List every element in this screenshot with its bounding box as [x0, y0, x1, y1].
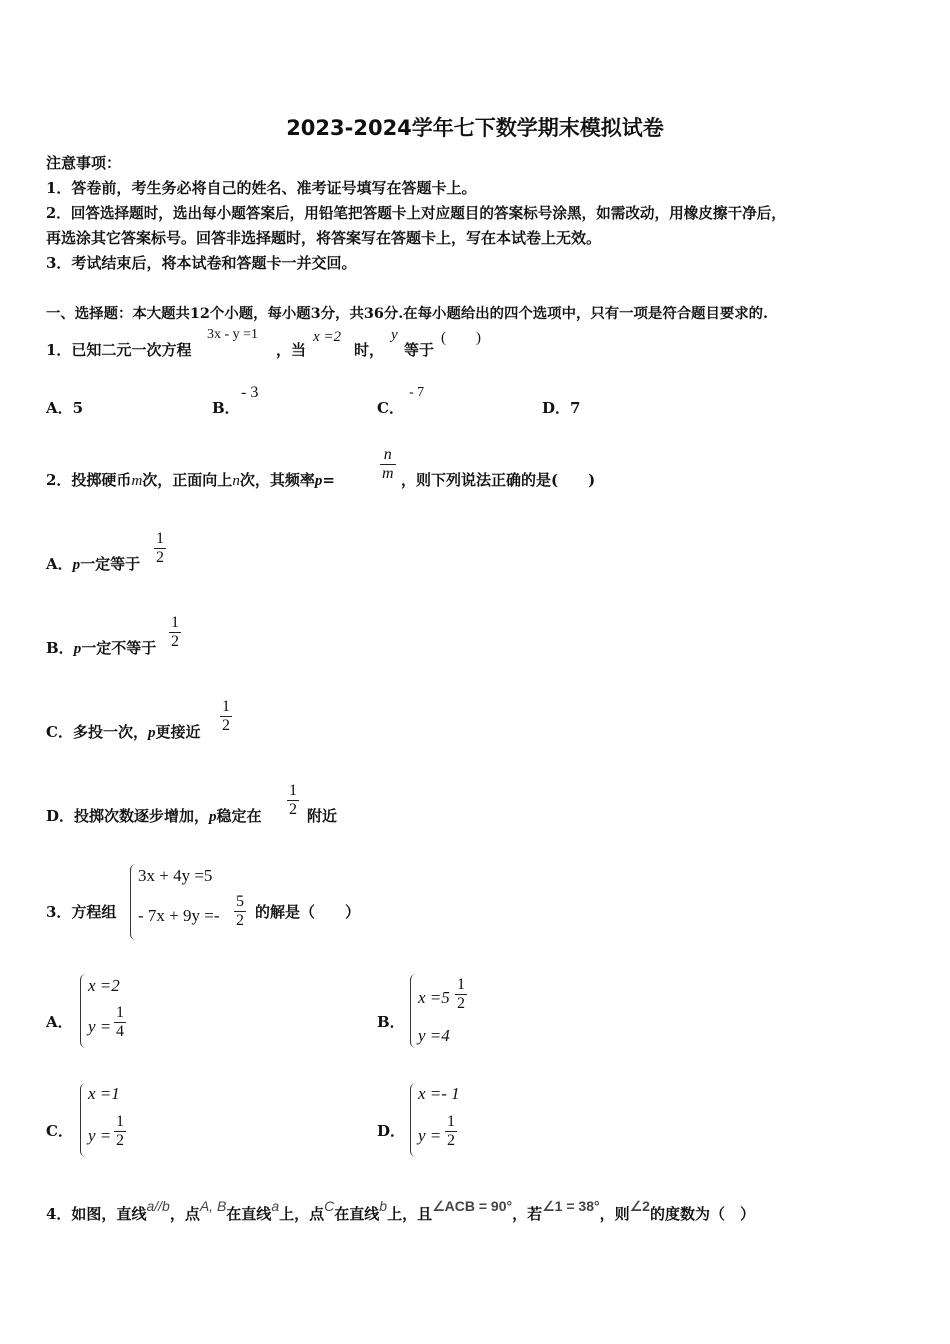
- question-3-text-2: 的解是（ ）: [255, 903, 361, 921]
- question-4-line-b: b: [379, 1198, 388, 1214]
- question-2-text-4: ，则下列说法正确的是( ): [401, 471, 596, 489]
- question-2-n: n: [232, 473, 240, 489]
- question-2-option-d-fraction: [287, 782, 299, 819]
- question-2-equals: =: [322, 471, 335, 489]
- question-1-equation: 3x - y =1: [207, 327, 259, 342]
- question-4-text-5: 在直线: [334, 1205, 380, 1223]
- question-4-text-4: 上，点: [279, 1205, 325, 1223]
- question-2-option-d[interactable]: [46, 805, 262, 826]
- question-1-option-c-value: - 7: [409, 385, 425, 400]
- half-num: 1: [222, 698, 230, 715]
- question-2-option-a-text: 一定等于: [80, 555, 141, 573]
- question-1-condition: x =2: [313, 329, 342, 345]
- question-4-text-8: ，则: [599, 1205, 630, 1223]
- half-num: 1: [171, 614, 179, 631]
- question-3-option-b-den: 2: [457, 995, 465, 1012]
- question-3-option-d[interactable]: D．: [377, 1122, 406, 1140]
- question-3-option-b-x: x =5: [418, 988, 450, 1007]
- notice-item-2a: 2．回答选择题时，选出每小题答案后，用铅笔把答题卡上对应题目的答案标号涂黑，如需改动，用橡皮擦干净后，: [46, 205, 786, 222]
- question-3-option-a[interactable]: A．: [46, 1013, 73, 1031]
- notice-heading: 注意事项：: [46, 154, 122, 172]
- question-1-text-2: ，当: [276, 341, 307, 359]
- question-2-option-c-label: C．多投一次，: [46, 723, 148, 741]
- question-2-m: m: [131, 473, 143, 489]
- question-1-option-d[interactable]: D．7: [542, 399, 581, 417]
- question-2-option-c-fraction: [220, 698, 232, 735]
- question-4-angle-acb: ∠ACB = 90°: [432, 1198, 513, 1214]
- question-3-eq2-num: 5: [236, 893, 244, 910]
- page-title: 2023-2024学年七下数学期末模拟试卷: [286, 116, 664, 140]
- question-1-option-c[interactable]: C．: [377, 399, 404, 417]
- question-2-p: p: [314, 473, 323, 489]
- question-3-option-d-brace: [410, 1083, 416, 1157]
- half-den: 2: [289, 801, 297, 818]
- question-3-eq2-fraction: [234, 893, 246, 930]
- question-2-option-d-tail: 附近: [307, 807, 338, 825]
- question-2-option-b-text: 一定不等于: [81, 639, 157, 657]
- question-3-option-c-y-fraction: [114, 1113, 126, 1150]
- question-3-option-c-y: y =: [88, 1126, 112, 1145]
- question-1-text: 1．已知二元一次方程: [46, 341, 192, 359]
- question-3-option-b-x-fraction: [455, 976, 467, 1013]
- question-2-text: [46, 469, 335, 490]
- question-2-text-2: 次，正面向上: [142, 471, 233, 489]
- question-4-text-2: ，点: [169, 1205, 200, 1223]
- question-3-eq2-den: 2: [236, 912, 244, 929]
- question-1-option-b-value: - 3: [241, 384, 259, 401]
- question-3-option-a-y: y =: [88, 1017, 112, 1036]
- question-2-option-d-label: D．投掷次数逐步增加，: [46, 807, 210, 825]
- question-2-option-a-label: A．: [46, 555, 73, 573]
- half-den: 2: [222, 717, 230, 734]
- question-1-option-b[interactable]: B．: [212, 399, 240, 417]
- question-4-angle-1: ∠1 = 38°: [542, 1198, 600, 1214]
- question-2-option-b-p: p: [73, 641, 82, 657]
- question-3-eq2: - 7x + 9y =-: [138, 906, 220, 925]
- question-1-text-4: 等于: [404, 341, 435, 359]
- question-2-option-b[interactable]: [46, 637, 156, 658]
- notice-item-3: 3．考试结束后，将本试卷和答题卡一并交回。: [46, 254, 357, 272]
- question-3-option-b-y: y =4: [418, 1026, 450, 1045]
- question-3-option-b-brace: [410, 974, 416, 1048]
- question-2-text-1: 2．投掷硬币: [46, 471, 132, 489]
- question-3-option-a-den: 4: [116, 1023, 124, 1040]
- question-3-option-b[interactable]: B．: [377, 1013, 405, 1031]
- question-3-system-brace: [130, 864, 136, 940]
- question-2-option-a[interactable]: [46, 553, 140, 574]
- question-2-fraction-den: m: [382, 465, 394, 482]
- question-4-text: [46, 1198, 755, 1224]
- question-2-fraction: [380, 446, 396, 483]
- question-4-text-3: 在直线: [226, 1205, 272, 1223]
- question-2-option-c-p: p: [147, 725, 156, 741]
- question-2-fraction-num: n: [380, 446, 396, 465]
- question-3-option-b-num: 1: [457, 976, 465, 993]
- question-4-angle-2: ∠2: [629, 1198, 650, 1214]
- notice-item-2b: 再选涂其它答案标号。回答非选择题时，将答案写在答题卡上，写在本试卷上无效。: [46, 229, 602, 247]
- question-3-eq1: 3x + 4y =5: [138, 866, 213, 885]
- half-num: 1: [289, 782, 297, 799]
- question-3-option-c-x: x =1: [88, 1084, 120, 1103]
- question-1-option-a[interactable]: A．5: [46, 399, 84, 417]
- question-3-option-c[interactable]: C．: [46, 1122, 73, 1140]
- question-2-option-d-text: 稳定在: [216, 807, 262, 825]
- question-2-option-c[interactable]: [46, 721, 200, 742]
- question-3-text: 3．方程组: [46, 903, 117, 921]
- question-2-option-b-label: B．: [46, 639, 74, 657]
- question-4-text-9: 的度数为（ ）: [649, 1205, 755, 1223]
- question-4-parallel: a//b: [146, 1198, 170, 1214]
- half-num: 1: [156, 530, 164, 547]
- half-den: 2: [171, 633, 179, 650]
- question-2-option-d-p: p: [209, 809, 217, 825]
- notice-item-1: 1．答卷前，考生务必将自己的姓名、准考证号填写在答题卡上。: [46, 179, 477, 197]
- question-4-points-ab: A, B: [199, 1198, 227, 1214]
- question-4-text-7: ，若: [512, 1205, 543, 1223]
- question-3-option-c-num: 1: [116, 1113, 124, 1130]
- question-3-option-d-den: 2: [447, 1132, 455, 1149]
- question-2-option-a-fraction: [154, 530, 166, 567]
- question-2-option-c-text: 更接近: [155, 723, 201, 741]
- question-1-paren: ( ): [441, 330, 481, 346]
- question-3-option-d-y: y =: [418, 1126, 442, 1145]
- question-1-text-3: 时，: [354, 341, 385, 359]
- question-2-text-3: 次，其频率: [239, 471, 315, 489]
- question-3-option-c-brace: [80, 1083, 86, 1157]
- question-4-line-a: a: [271, 1198, 280, 1214]
- section-heading: 一、选择题：本大题共12个小题，每小题3分，共36分.在每小题给出的四个选项中，只有一项是符合题目要求的.: [46, 305, 769, 322]
- question-4-text-1: 4．如图，直线: [46, 1205, 147, 1223]
- question-1-variable: y: [391, 327, 398, 343]
- question-2-option-a-p: p: [72, 557, 81, 573]
- question-3-option-a-x: x =2: [88, 976, 120, 995]
- question-3-option-a-brace: [80, 974, 86, 1048]
- half-den: 2: [156, 549, 164, 566]
- question-4-text-6: 上，且: [387, 1205, 433, 1223]
- question-2-option-b-fraction: [169, 614, 181, 651]
- question-3-option-d-num: 1: [447, 1113, 455, 1130]
- question-3-option-d-x: x =- 1: [418, 1084, 460, 1103]
- question-3-option-a-num: 1: [116, 1004, 124, 1021]
- question-3-option-c-den: 2: [116, 1132, 124, 1149]
- question-4-point-c: C: [324, 1198, 335, 1214]
- question-3-option-a-y-fraction: [114, 1004, 126, 1041]
- question-3-option-d-y-fraction: [445, 1113, 457, 1150]
